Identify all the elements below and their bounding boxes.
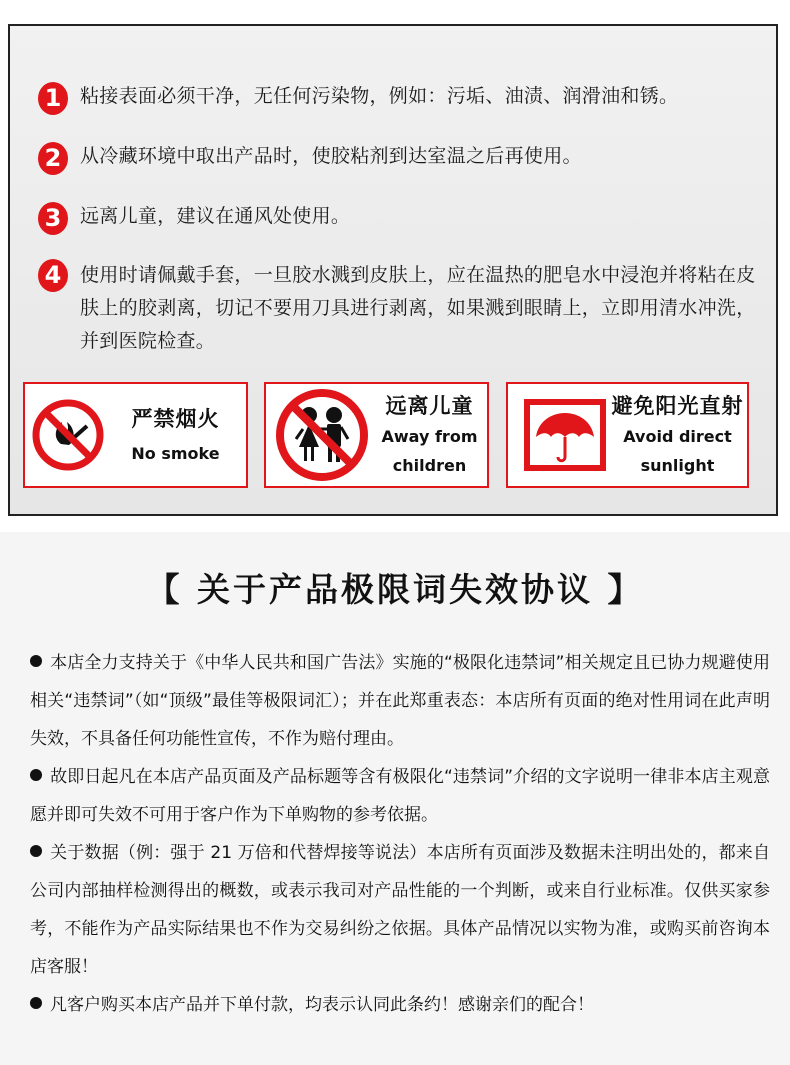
instruction-text: 使用时请佩戴手套，一旦胶水溅到皮肤上，应在温热的肥皂水中浸泡并将粘在皮肤上的胶剥离，切记不要用刀具进行剥离，如果溅到眼睛上，立即用清水冲洗，并到医院检查。 xyxy=(80,264,756,352)
instruction-item-2 xyxy=(38,142,773,175)
sign-zh-label: 严禁烟火 xyxy=(131,406,220,431)
sign-away-from-children xyxy=(264,382,489,488)
bullet-icon xyxy=(30,845,42,857)
instructions-panel xyxy=(8,24,778,516)
sign-text xyxy=(105,403,246,468)
bullet-icon xyxy=(30,997,42,1009)
sign-text xyxy=(372,390,487,480)
instruction-text: 粘接表面必须干净，无任何污染物，例如：污垢、油渍、润滑油和锈。 xyxy=(80,85,679,107)
sign-en-label: No smoke xyxy=(131,443,220,463)
no-smoking-icon xyxy=(31,398,105,472)
sign-zh-label: 远离儿童 xyxy=(385,394,474,418)
instruction-item-4 xyxy=(38,259,773,358)
disclaimer-paragraph-4 xyxy=(30,986,770,1024)
instruction-item-1 xyxy=(38,82,773,115)
disclaimer-section xyxy=(0,532,790,1065)
sign-no-smoke xyxy=(23,382,248,488)
number-badge: 3 xyxy=(38,202,68,235)
sign-en-label-line1: Avoid direct xyxy=(623,427,732,446)
sign-en-label-line2: sunlight xyxy=(640,456,715,475)
sign-avoid-sunlight xyxy=(506,382,749,488)
sign-en-label-line1: Away from xyxy=(381,427,478,446)
bullet-icon xyxy=(30,655,42,667)
number-badge: 1 xyxy=(38,82,68,115)
disclaimer-paragraph-1 xyxy=(30,644,770,758)
paragraph-text: 故即日起凡在本店产品页面及产品标题等含有极限化“违禁词”介绍的文字说明一律非本店主观意愿并即可失效不可用于客户作为下单购物的参考依据。 xyxy=(30,767,770,825)
instruction-text: 从冷藏环境中取出产品时，使胶粘剂到达室温之后再使用。 xyxy=(80,145,582,167)
number-badge: 2 xyxy=(38,142,68,175)
umbrella-icon xyxy=(522,397,608,473)
instruction-text: 远离儿童，建议在通风处使用。 xyxy=(80,205,351,227)
sign-zh-label: 避免阳光直射 xyxy=(611,394,744,418)
bullet-icon xyxy=(30,769,42,781)
sign-en-label-line2: children xyxy=(392,456,467,475)
disclaimer-paragraph-3 xyxy=(30,834,770,986)
paragraph-text: 本店全力支持关于《中华人民共和国广告法》实施的“极限化违禁词”相关规定且已协力规避使用相关“违禁词”（如“顶级”最佳等极限词汇）；并在此郑重表态：本店所有页面的绝对性用词在此声明失效，不具备任何功能性宣传，不作为赔付理由。 xyxy=(30,653,770,749)
number-badge: 4 xyxy=(38,259,68,292)
paragraph-text: 关于数据（例：强于 21 万倍和代替焊接等说法）本店所有页面涉及数据未注明出处的，都来自公司内部抽样检测得出的概数，或表示我司对产品性能的一个判断，或来自行业标准。仅供买家参考，不能作为产品实际结果也不作为交易纠纷之依据。具体产品情况以实物为准，或购买前咨询本店客服！ xyxy=(30,843,770,977)
instruction-item-3 xyxy=(38,202,773,235)
disclaimer-title: 【 关于产品极限词失效协议 】 xyxy=(146,570,644,609)
paragraph-text: 凡客户购买本店产品并下单付款，均表示认同此条约！感谢亲们的配合！ xyxy=(50,995,594,1015)
disclaimer-paragraphs xyxy=(30,644,770,1024)
sign-text xyxy=(608,390,747,480)
no-children-icon xyxy=(272,387,372,483)
disclaimer-paragraph-2 xyxy=(30,758,770,834)
